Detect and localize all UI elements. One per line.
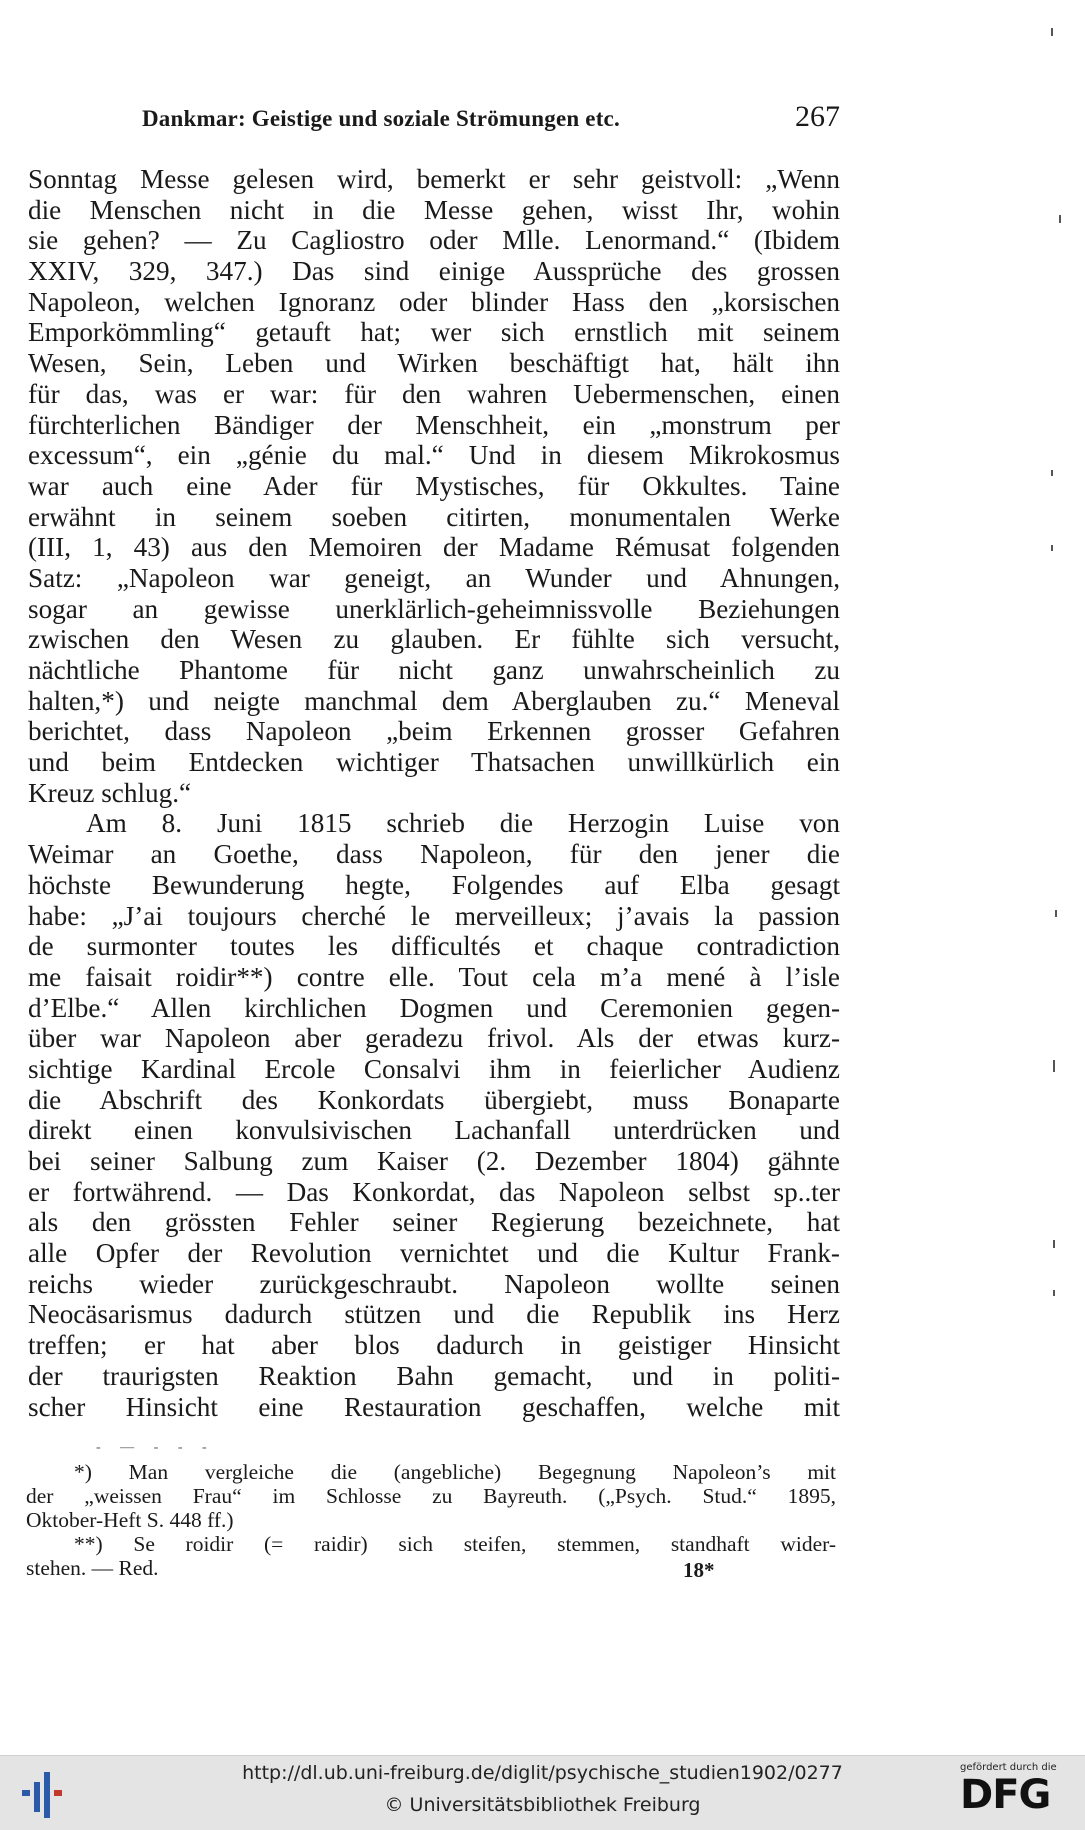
body-text (28, 164, 840, 1422)
text-line: Neocäsarismus dadurch stützen und die Republik ins Herz (28, 1299, 840, 1330)
text-line: erwähnt in seinem soeben citirten, monumentalen Werke (28, 501, 840, 532)
text-line: die Menschen nicht in die Messe gehen, wisst Ihr, wohin (28, 194, 840, 225)
text-line: fürchterlichen Bändiger der Menschheit, ein „monstrum per (28, 409, 840, 440)
running-head (142, 100, 842, 134)
text-line: direkt einen konvulsivischen Lachanfall unterdrücken und (28, 1115, 840, 1146)
footnotes (26, 1460, 836, 1580)
text-line: Wesen, Sein, Leben und Wirken beschäftigt hat, hält ihn (28, 348, 840, 379)
text-line: Weimar an Goethe, dass Napoleon, für den jener die (28, 839, 840, 870)
scan-mark (1055, 910, 1057, 917)
scan-mark (1051, 470, 1053, 476)
scan-margin-marks (1025, 0, 1085, 1755)
text-line: treffen; er hat aber blos dadurch in geistiger Hinsicht (28, 1330, 840, 1361)
footnote-line: Oktober-Heft S. 448 ff.) (26, 1508, 234, 1532)
text-line: der traurigsten Reaktion Bahn gemacht, und in politi- (28, 1360, 840, 1391)
text-line: und beim Entdecken wichtiger Thatsachen unwillkürlich ein (28, 747, 840, 778)
scan-mark (1051, 28, 1053, 36)
page-number: 267 (795, 100, 840, 133)
text-line: sogar an gewisse unerklärlich-geheimnissvolle Beziehungen (28, 593, 840, 624)
text-line: nächtliche Phantome für nicht ganz unwahrscheinlich zu (28, 655, 840, 685)
text-line: Napoleon, welchen Ignoranz oder blinder Hass den „korsischen (28, 286, 840, 317)
text-line: d’Elbe.“ Allen kirchlichen Dogmen und Ceremonien gegen- (28, 992, 840, 1023)
text-line: me faisait roidir**) contre elle. Tout cela m’a mené à l’isle (28, 961, 840, 992)
footnote-line: **) Se roidir (= raidir) sich steifen, stemmen, standhaft wider- (74, 1532, 836, 1556)
text-line: Emporkömmling“ getauft hat; wer sich ernstlich mit seinem (28, 317, 840, 348)
footnote-separator: - — - - - (96, 1440, 215, 1455)
scan-mark (1051, 545, 1053, 551)
document-url[interactable]: http://dl.ub.uni-freiburg.de/diglit/psychische_studien1902/0277 (242, 1762, 843, 1784)
viewer-footer (0, 1755, 1085, 1830)
dfg-letters: DFG (960, 1772, 1051, 1818)
text-line: habe: „J’ai toujours cherché le merveilleux; j’avais la passion (28, 900, 840, 931)
scan-mark (1053, 1290, 1055, 1296)
text-line: zwischen den Wesen zu glauben. Er fühlte sich versucht, (28, 624, 840, 655)
text-line: scher Hinsicht eine Restauration geschaffen, welche mit (28, 1391, 840, 1422)
text-line: sichtige Kardinal Ercole Consalvi ihm in feierlicher Audienz (28, 1053, 840, 1084)
scan-mark (1053, 1240, 1055, 1248)
text-line: Am 8. Juni 1815 schrieb die Herzogin Luise von (86, 808, 840, 839)
text-line: XXIV, 329, 347.) Das sind einige Aussprüche des grossen (28, 256, 840, 287)
footnote-line: stehen. — Red. (26, 1556, 159, 1580)
text-line: halten,*) und neigte manchmal dem Aberglauben zu.“ Meneval (28, 685, 840, 716)
footnote-line: *) Man vergleiche die (angebliche) Begegnung Napoleon’s mit (74, 1460, 836, 1484)
text-line: reichs wieder zurückgeschraubt. Napoleon wollte seinen (28, 1268, 840, 1299)
dfg-logo (960, 1762, 1074, 1826)
text-line: sie gehen? — Zu Cagliostro oder Mlle. Lenormand.“ (Ibidem (28, 225, 840, 256)
running-title: Dankmar: Geistige und soziale Strömungen etc. (142, 106, 620, 131)
text-line: Satz: „Napoleon war geneigt, an Wunder und Ahnungen, (28, 562, 840, 593)
text-line: höchste Bewunderung hegte, Folgendes auf Elba gesagt (28, 869, 840, 900)
text-line: Kreuz schlug.“ (28, 777, 192, 808)
text-line: für das, was er war: für den wahren Uebermenschen, einen (28, 378, 840, 409)
text-line: bei seiner Salbung zum Kaiser (2. Dezember 1804) gähnte (28, 1146, 840, 1176)
text-line: de surmonter toutes les difficultés et chaque contradiction (28, 931, 840, 962)
text-line: als den grössten Fehler seiner Regierung bezeichnete, hat (28, 1207, 840, 1238)
copyright-notice: © Universitätsbibliothek Freiburg (384, 1794, 701, 1816)
text-line: excessum“, ein „génie du mal.“ Und in diesem Mikrokosmus (28, 440, 840, 471)
text-line: er fortwährend. — Das Konkordat, das Napoleon selbst sp..ter (28, 1176, 840, 1207)
text-line: (III, 1, 43) aus den Memoiren der Madame Rémusat folgenden (28, 532, 840, 563)
scan-mark (1053, 1060, 1055, 1072)
scan-mark (1059, 215, 1061, 223)
text-line: alle Opfer der Revolution vernichtet und die Kultur Frank- (28, 1238, 840, 1269)
text-line: über war Napoleon aber geradezu frivol. Als der etwas kurz- (28, 1023, 840, 1054)
signature-mark: 18* (683, 1558, 715, 1582)
dfg-caption: gefördert durch die (960, 1762, 1057, 1773)
text-line: die Abschrift des Konkordats übergiebt, muss Bonaparte (28, 1084, 840, 1115)
text-line: berichtet, dass Napoleon „beim Erkennen grosser Gefahren (28, 716, 840, 747)
text-line: war auch eine Ader für Mystisches, für Okkultes. Taine (28, 470, 840, 501)
footnote-line: der „weissen Frau“ im Schlosse zu Bayreuth. („Psych. Stud.“ 1895, (26, 1484, 836, 1508)
text-line: Sonntag Messe gelesen wird, bemerkt er sehr geistvoll: „Wenn (28, 164, 840, 194)
